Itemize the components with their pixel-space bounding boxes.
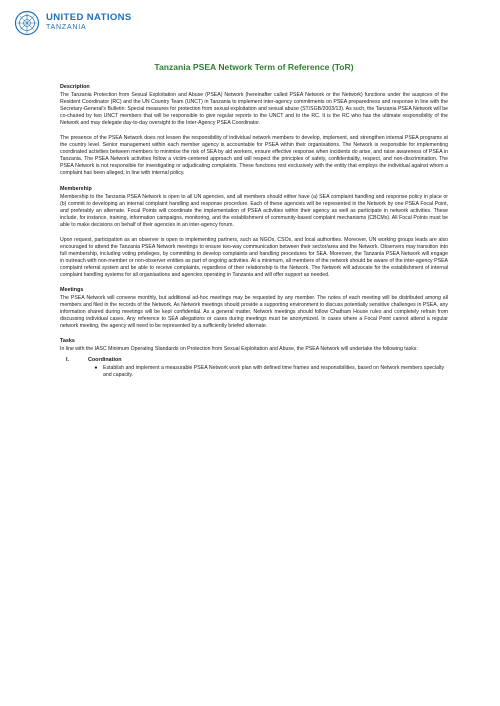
task-item-title: Coordination xyxy=(88,357,122,364)
bullet-icon: ● xyxy=(94,365,98,372)
tasks-paragraph-1: In line with the IASC Minimum Operating Standards on Protection from Sexual Exploitation and Abuse, the PSEA Network will undertake the following tasks: xyxy=(60,346,418,353)
task-item-number: I. xyxy=(66,357,69,364)
task-bullet-text: Establish and implement a measurable PSEA Network work plan with defined time frames and responsibilities, based on Network members specialty and capacity. xyxy=(103,365,445,379)
membership-paragraph-2: Upon request, participation as an observer is open to implementing partners, such as NGOs, CSOs, and local authorities. Moreover, UN working groups leads are also encouraged to attend the Tanzania PSEA Network meetings to ensure two-way communication between their sector/area and the Network. Observers may transition into full membership, including voting privileges, by committing to develop complaints and handling procedures for SEA. Moreover, the Tanzania PSEA Network will engage in outreach with non-member or non-observer entities as part of ongoing activities. At a minimum, all members of the network should be aware of the inter-agency PSEA complaint referral system and be able to receive complaints, regardless of their relationship to the Network. The Network will advocate for the establishment of internal complaint handling systems for all organisations and agencies operating in Tanzania and will offer support as needed. xyxy=(60,236,448,278)
tasks-heading: Tasks xyxy=(60,338,75,345)
organization-name xyxy=(46,10,132,31)
org-name-line2: TANZANIA xyxy=(46,23,87,31)
meetings-paragraph-1: The PSEA Network will convene monthly, but additional ad-hoc meetings may be requested by any member. The notes of each meeting will be distributed among all members and filed in the records of the Network. As Network meetings should provide a supporting environment to discuss potentially sensitive challenges in PSEA, any information shared during meetings will be kept confidential. As a general matter, Network meetings should follow Chatham House rules and completely refrain from discussing individual cases. Any reference to SEA allegations or cases during meetings must be anonymized. In cases where a Focal Point cannot attend a regular network meeting, the agency will need to be represented by a sufficiently briefed alternate. xyxy=(60,295,448,330)
org-name-line1: UNITED NATIONS xyxy=(46,12,132,23)
letterhead xyxy=(14,0,448,46)
task-bullet-item xyxy=(89,365,448,379)
membership-paragraph-1: Membership to the Tanzania PSEA Network is open to all UN agencies, and all members should either have (a) SEA complaint handling and response policy in place or (b) commit to developing an internal complaint handling and response procedure. Each of these agencies will be represented in the Network by one PSEA Focal Point, and preferably an alternate. Focal Points will coordinate the implementation of PSEA activities within their agency as well as participate in network activities. These include, for instance, training, information campaigns, monitoring, and the establishment of community-based complaint mechanisms (CBCMs). All Focal Points must be able to make decisions on behalf of their agencies in an inter-agency forum. xyxy=(60,193,448,228)
membership-heading: Membership xyxy=(60,185,92,192)
description-paragraph-2: The presence of the PSEA Network does not lessen the responsibility of individual network members to develop, implement, and strengthen internal PSEA programs at the country level. Senior management within each member agency is accountable for PSEA within their organisations. The Network is responsible for implementing coordinated activities between members to minimise the risk of SEA by aid workers, ensure effective response when incidents do arise, and raise awareness of PSEA in Tanzania. The PSEA Network activities follow a victim-centered approach and will respect the principles of safety, confidentiality, respect, and non-discrimination. The PSEA Network is not responsible for investigating or adjudicating complaints. These functions rest exclusively with the entity that employs the individual against whom a complaint has been alleged, in line with internal policy. xyxy=(60,135,448,177)
un-emblem-icon xyxy=(14,10,40,36)
document-title: Tanzania PSEA Network Term of Reference (ToR) xyxy=(154,62,354,72)
task-item-coordination xyxy=(66,357,448,363)
meetings-heading: Meetings xyxy=(60,287,84,294)
description-paragraph-1: The Tanzania Protection from Sexual Exploitation and Abuse (PSEA) Network (hereinafter called PSEA Network or the Network) functions under the auspices of the Resident Coordinator (RC) and the UN Country Team (UNCT) in Tanzania to implement inter-agency commitments on PSEA preparedness and response in line with the Secretary-General's Bulletin: Special measures for protection from sexual exploitation and sexual abuse (ST/SGB/2003/13). As such, the Tanzania PSEA Network will be co-chaired by two UNCT members that will be responsible to give regular reports to the UNCT and to the RC. It is the RC who has the ultimate responsibility of the Network and may delegate day-to-day oversight to the Inter-Agency PSEA Coordinator. xyxy=(60,92,448,127)
description-heading: Description xyxy=(60,84,90,90)
